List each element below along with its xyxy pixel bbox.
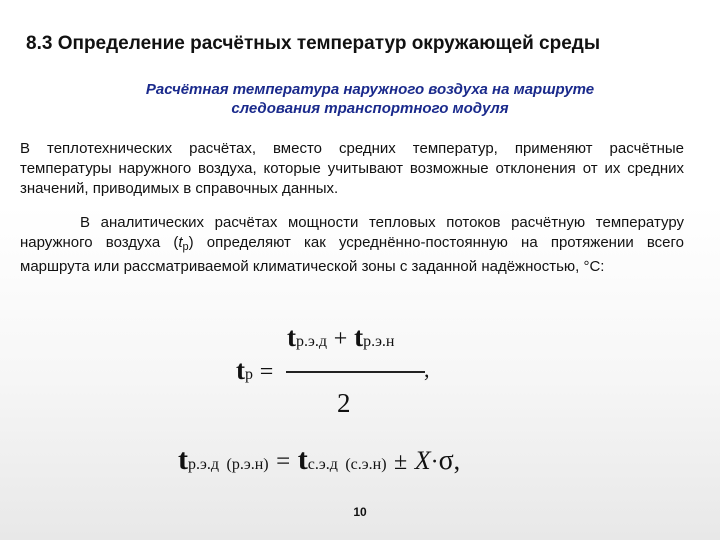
formula1-equals: = bbox=[259, 359, 274, 385]
formula2 bbox=[178, 443, 460, 477]
formula2-lhs-t: t bbox=[178, 443, 188, 476]
formula2-rhs-t: t bbox=[297, 443, 308, 476]
formula2-lhs-paren: (р.э.н) bbox=[226, 456, 269, 473]
formula2-rhs-sub: с.э.д bbox=[307, 456, 338, 473]
formula1-fraction-bar bbox=[286, 371, 425, 373]
paragraph-2-subscript: р bbox=[182, 241, 189, 253]
formula1-plus: + bbox=[333, 326, 348, 352]
formula1-num-t2: t bbox=[354, 322, 364, 352]
slide-subtitle bbox=[70, 80, 670, 118]
formula1-lhs-t: t bbox=[236, 355, 245, 385]
formula2-lhs-sub: р.э.д bbox=[188, 456, 220, 473]
formula2-equals: = bbox=[276, 448, 291, 475]
formula1-lhs-sub: р bbox=[245, 366, 253, 383]
subtitle-line-2: следования транспортного модуля bbox=[231, 100, 509, 117]
slide-title: 8.3 Определение расчётных температур окружающей среды bbox=[26, 33, 601, 54]
paragraph-1: В теплотехнических расчётах, вместо средних температур, применяют расчётные температуры наружного воздуха, которые учитывают возможные отклонения от их средних значений, приводимых в справочных данных. bbox=[20, 140, 684, 197]
formula1-num-sub1: р.э.д bbox=[296, 333, 328, 350]
formula1-comma: , bbox=[424, 357, 430, 382]
formula1-num-sub2: р.э.н bbox=[363, 333, 395, 350]
formula2-sigma: σ bbox=[438, 445, 454, 476]
formula1-num-t1: t bbox=[287, 322, 296, 352]
page-number: 10 bbox=[353, 505, 367, 519]
formula1-numerator bbox=[287, 322, 395, 353]
paragraph-2 bbox=[20, 213, 684, 277]
paragraph-2-text-b: ) определяют как усреднённо-постоянную на протяжении всего маршрута или рассматриваемой климатической зоны с заданной надёжностью, °С: bbox=[20, 234, 684, 275]
subtitle-line-1: Расчётная температура наружного воздуха на маршруте bbox=[145, 81, 595, 98]
formula1-lhs bbox=[236, 355, 273, 386]
formula2-plus-minus: ± bbox=[394, 449, 408, 475]
formula1-denominator: 2 bbox=[337, 388, 351, 418]
formula2-x: X bbox=[414, 446, 431, 475]
formula2-dot: · bbox=[430, 449, 439, 475]
paragraph-2-text-a: В аналитических расчётах мощности тепловых потоков расчётную температуру наружного воздуха ( bbox=[20, 214, 684, 251]
paragraph-2-variable: t bbox=[178, 234, 183, 251]
formula2-rhs-paren: (с.э.н) bbox=[345, 456, 387, 473]
formula2-comma: , bbox=[453, 446, 461, 475]
